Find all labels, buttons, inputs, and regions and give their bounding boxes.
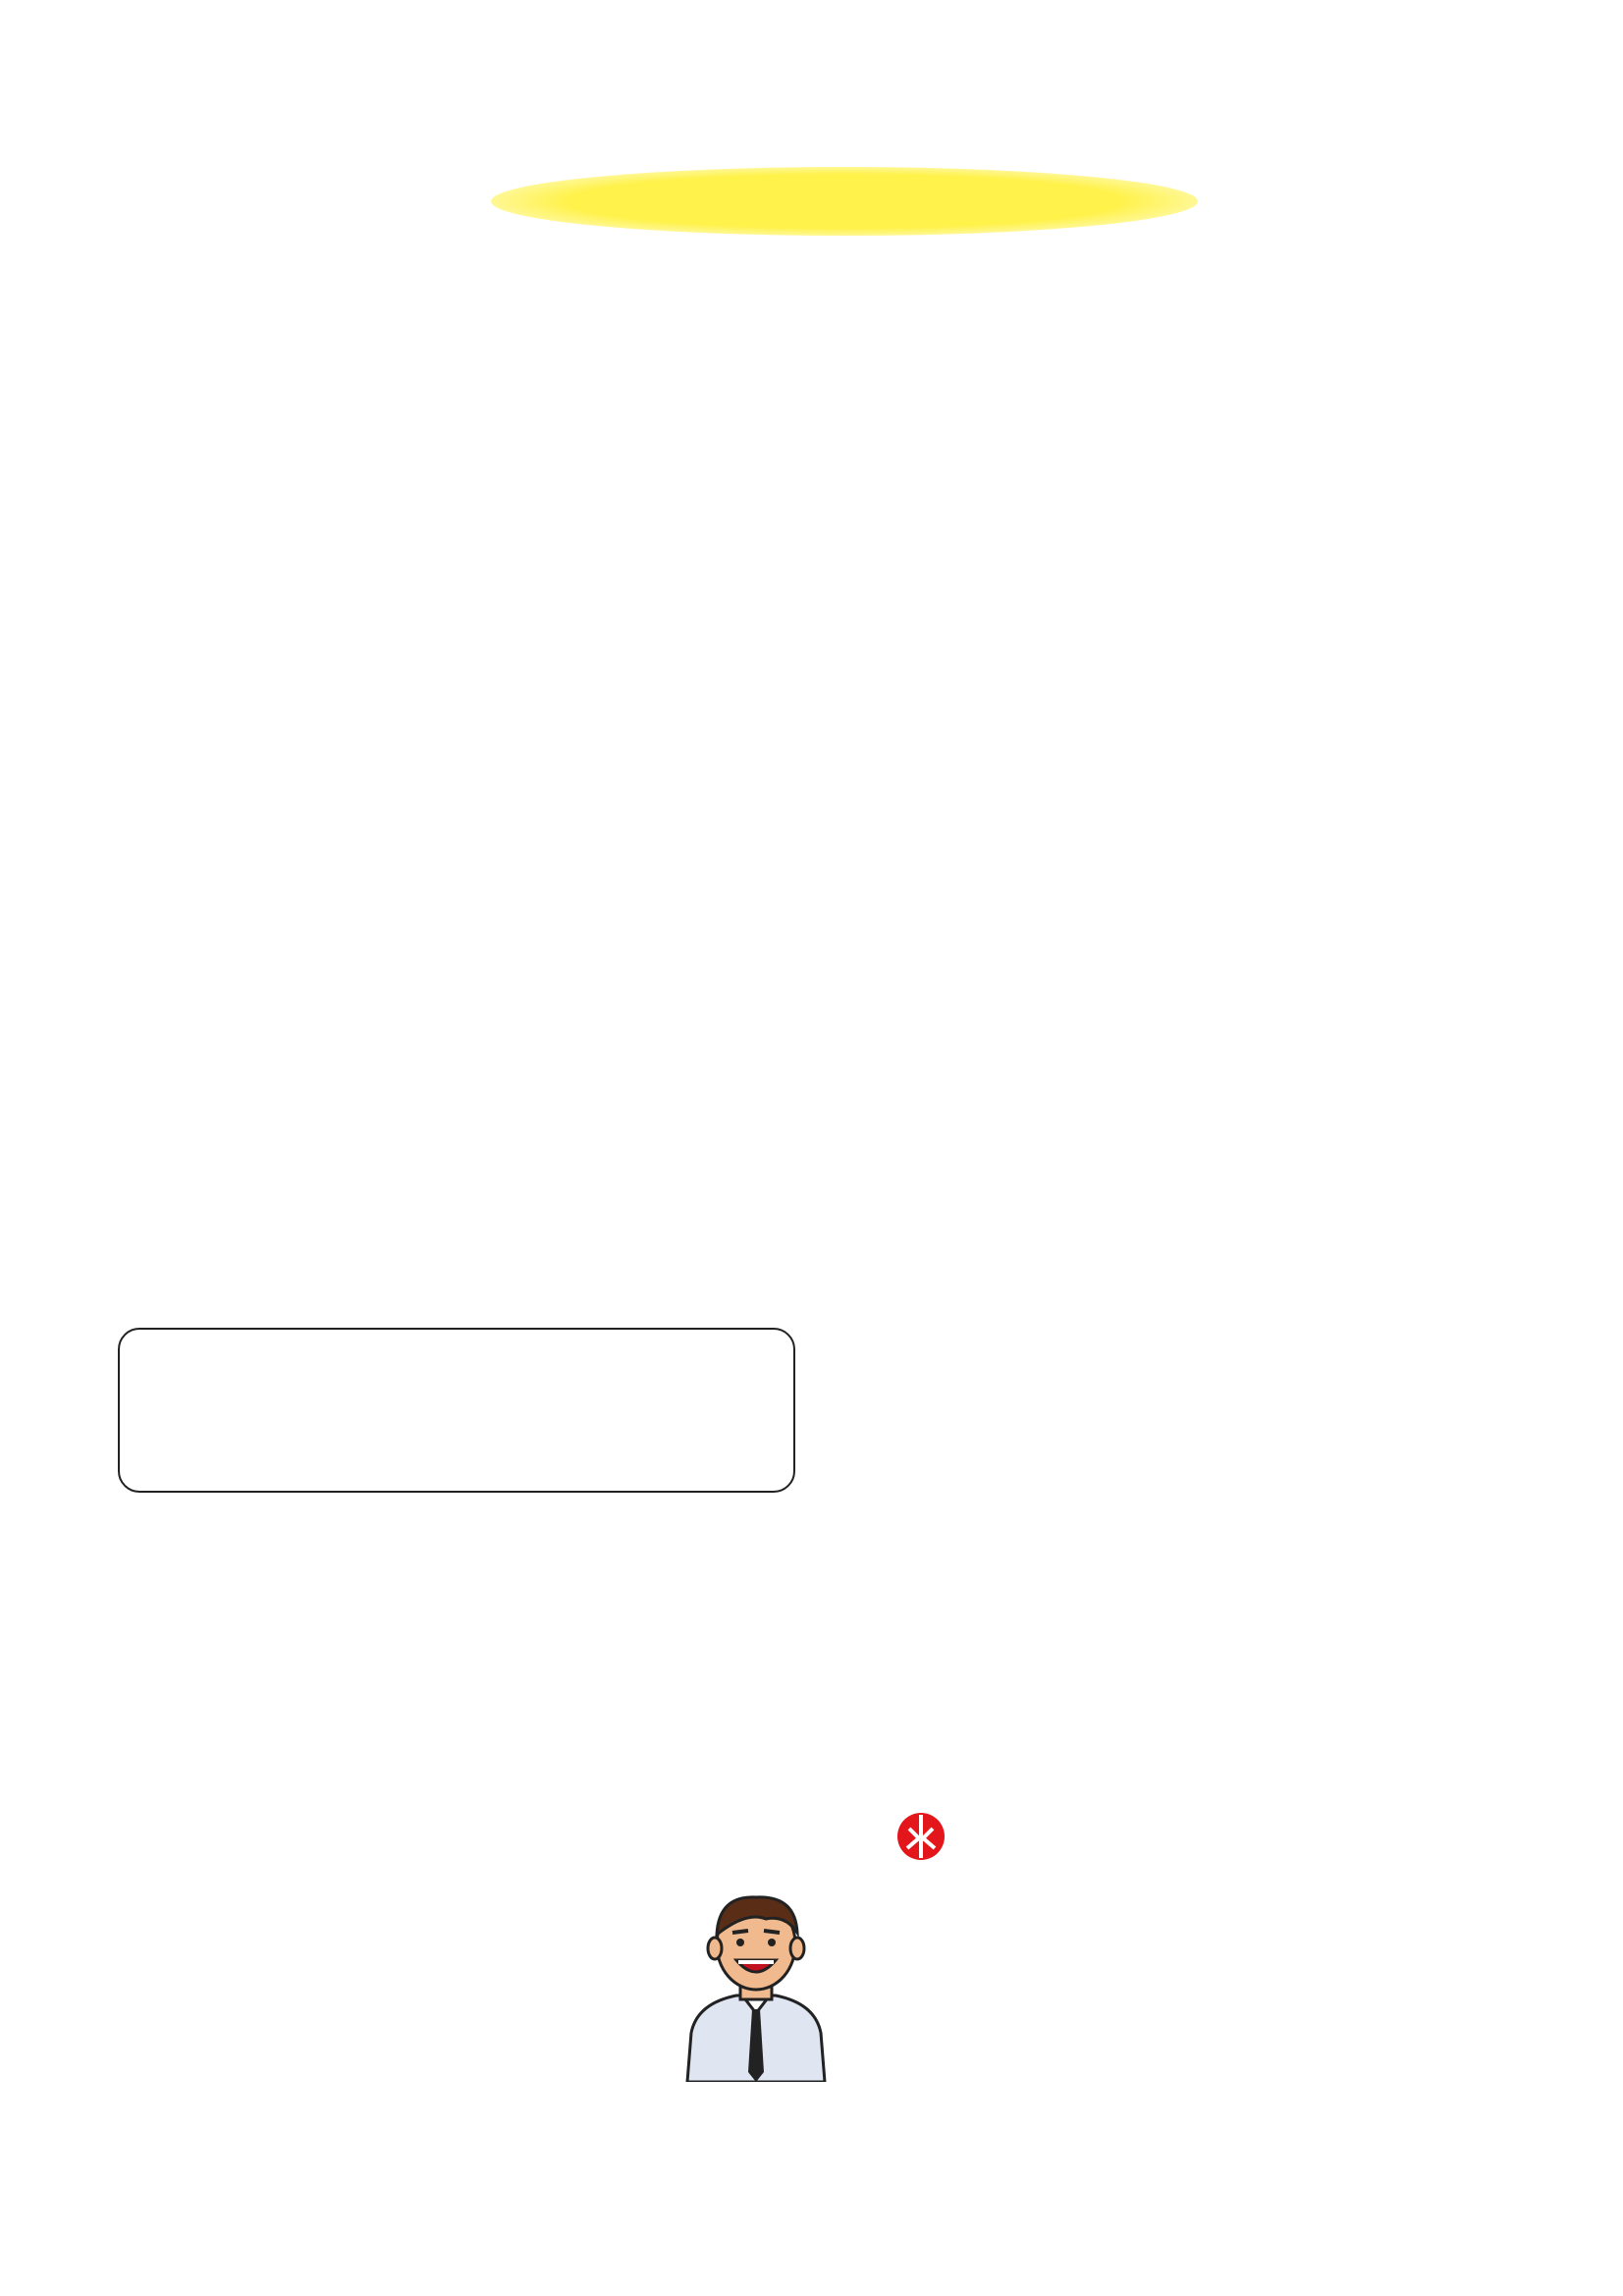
teacher-illustration bbox=[677, 1886, 835, 2082]
title-area bbox=[432, 137, 1296, 246]
logo-mark-icon bbox=[895, 1807, 1053, 1872]
border-right bbox=[1526, 98, 1565, 2196]
border-left bbox=[61, 98, 100, 2196]
border-bottom bbox=[61, 2196, 1563, 2235]
border-top bbox=[61, 61, 1563, 100]
subaru-logo bbox=[895, 1807, 1053, 1872]
title-highlight bbox=[491, 167, 1198, 236]
winter-schooling-box bbox=[118, 1328, 795, 1493]
